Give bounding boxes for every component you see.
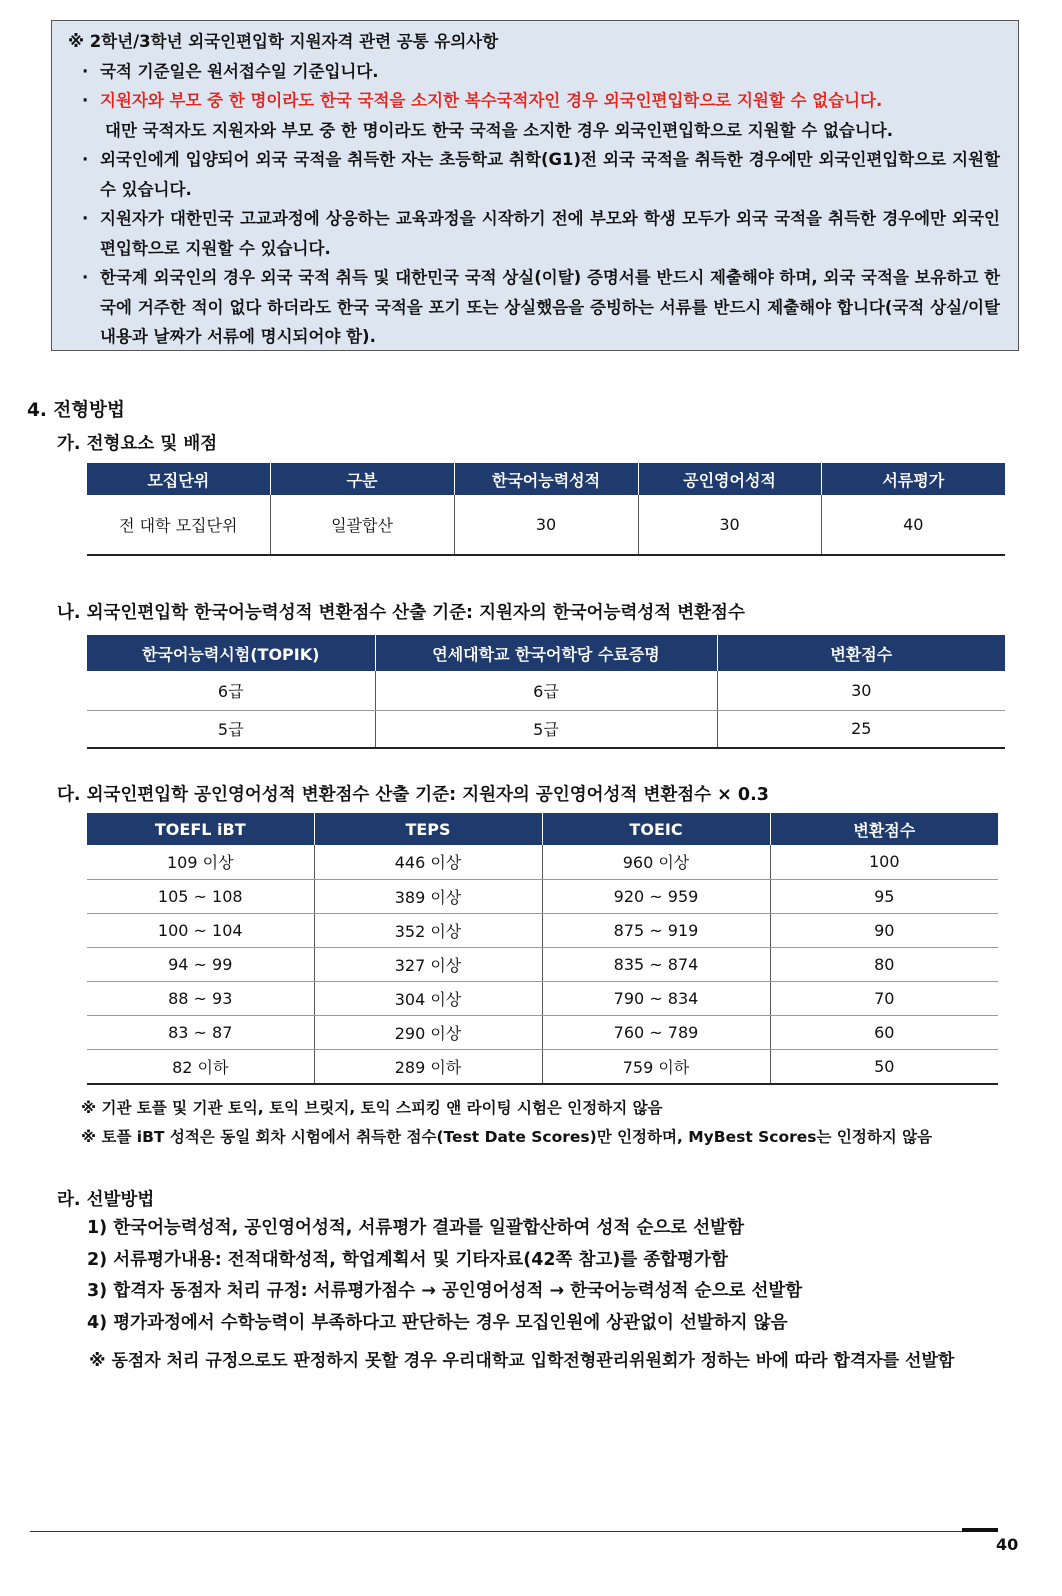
table-header-cell: 공인영어성적 — [638, 463, 821, 495]
subsection-heading-na: 나. 외국인편입학 한국어능력성적 변환점수 산출 기준: 지원자의 한국어능력성적 변환점수 — [57, 603, 745, 623]
subsection-heading-da: 다. 외국인편입학 공인영어성적 변환점수 산출 기준: 지원자의 공인영어성적 변환점수 × 0.3 — [57, 785, 769, 805]
tiebreak-note: ※ 동점자 처리 규정으로도 판정하지 못할 경우 우리대학교 입학전형관리위원회가 정하는 바에 따라 합격자를 선발함 — [89, 1351, 955, 1371]
table-cell: 60 — [770, 1015, 998, 1049]
table-cell: 304 이상 — [314, 981, 542, 1015]
notice-text: 지원자가 대한민국 고교과정에 상응하는 교육과정을 시작하기 전에 부모와 학생 모두가 외국 국적을 취득한 경우에만 외국인편입학으로 지원할 수 있습니다. — [100, 209, 1000, 258]
table-header-cell: 구분 — [270, 463, 454, 495]
notice-text: 외국인에게 입양되어 외국 국적을 취득한 자는 초등학교 취학(G1)전 외국 국적을 취득한 경우에만 외국인편입학으로 지원할 수 있습니다. — [100, 150, 1000, 199]
notice-item — [66, 57, 1000, 87]
table-cell: 25 — [717, 710, 1005, 748]
table-header-row — [87, 463, 1005, 495]
table-row — [87, 981, 998, 1015]
page-number: 40 — [996, 1535, 1019, 1554]
table-cell: 760 ~ 789 — [542, 1015, 770, 1049]
table-cell: 5급 — [375, 710, 717, 748]
table-header-cell: 모집단위 — [87, 463, 270, 495]
table-row — [87, 913, 998, 947]
table-row — [87, 845, 998, 879]
table-header-cell: 서류평가 — [821, 463, 1005, 495]
notice-item — [66, 86, 1000, 145]
table-row — [87, 1015, 998, 1049]
table-header-cell: 변환점수 — [717, 635, 1005, 671]
list-item: 3) 합격자 동점자 처리 규정: 서류평가점수 → 공인영어성적 → 한국어능력성적 순으로 선발함 — [87, 1281, 803, 1301]
notice-item — [66, 145, 1000, 204]
table-cell: 82 이하 — [87, 1049, 314, 1084]
table-cell: 88 ~ 93 — [87, 981, 314, 1015]
subsection-heading-ra: 라. 선발방법 — [57, 1190, 155, 1210]
bullet-dot: · — [82, 150, 89, 169]
table-header-cell: TOEIC — [542, 813, 770, 845]
table-cell: 40 — [821, 495, 1005, 555]
table-header-cell: TEPS — [314, 813, 542, 845]
table-row — [87, 947, 998, 981]
subsection-heading-ga: 가. 전형요소 및 배점 — [57, 434, 218, 454]
selection-method-list — [87, 1213, 802, 1339]
section-heading: 4. 전형방법 — [27, 400, 125, 421]
table-header-cell: 연세대학교 한국어학당 수료증명 — [375, 635, 717, 671]
table-header-cell: 한국어능력시험(TOPIK) — [87, 635, 375, 671]
table-row — [87, 1049, 998, 1084]
table-header-row — [87, 635, 1005, 671]
table-cell: 446 이상 — [314, 845, 542, 879]
table-cell: 83 ~ 87 — [87, 1015, 314, 1049]
table-cell: 100 ~ 104 — [87, 913, 314, 947]
table-header-row — [87, 813, 998, 845]
table-cell: 327 이상 — [314, 947, 542, 981]
table-cell: 5급 — [87, 710, 375, 748]
table-cell: 759 이하 — [542, 1049, 770, 1084]
bullet-dot: · — [82, 268, 89, 287]
table-row — [87, 671, 1005, 710]
table-row — [87, 710, 1005, 748]
table-cell: 90 — [770, 913, 998, 947]
list-item: 4) 평가과정에서 수학능력이 부족하다고 판단하는 경우 모집인원에 상관없이 선발하지 않음 — [87, 1312, 788, 1333]
table-cell: 70 — [770, 981, 998, 1015]
selection-weights-table — [87, 463, 1005, 556]
table-cell: 960 이상 — [542, 845, 770, 879]
table-cell: 94 ~ 99 — [87, 947, 314, 981]
notice-text: 한국계 외국인의 경우 외국 국적 취득 및 대한민국 국적 상실(이탈) 증명서를 반드시 제출해야 하며, 외국 국적을 보유하고 한국에 거주한 적이 없다 하더라도 한국 국적을 포기 또는 상실했음을 증빙하는 서류를 반드시 제출해야 합니다(국적 상실/이탈 내용과 날짜가 서류에 명시되어야 함). — [100, 268, 1001, 346]
table-cell: 835 ~ 874 — [542, 947, 770, 981]
table-header-cell: 변환점수 — [770, 813, 998, 845]
table-cell: 일괄합산 — [270, 495, 454, 555]
notice-box — [51, 20, 1019, 351]
english-score-table — [87, 813, 998, 1085]
notice-title: ※ 2학년/3학년 외국인편입학 지원자격 관련 공통 유의사항 — [68, 32, 499, 51]
notice-item — [66, 204, 1000, 263]
notice-text: 대만 국적자도 지원자와 부모 중 한 명이라도 한국 국적을 소지한 경우 외국인편입학으로 지원할 수 없습니다. — [105, 120, 894, 140]
table-cell: 95 — [770, 879, 998, 913]
table-cell: 30 — [454, 495, 638, 555]
table-cell: 352 이상 — [314, 913, 542, 947]
bullet-dot: · — [82, 91, 89, 110]
table-cell: 289 이하 — [314, 1049, 542, 1084]
table-row — [87, 495, 1005, 555]
table-cell: 30 — [638, 495, 821, 555]
table-header-cell: TOEFL iBT — [87, 813, 314, 845]
note-line: ※ 기관 토플 및 기관 토익, 토익 브릿지, 토익 스피킹 앤 라이팅 시험은 인정하지 않음 — [81, 1099, 663, 1117]
note-line: ※ 토플 iBT 성적은 동일 회차 시험에서 취득한 점수(Test Date Scores)만 인정하며, MyBest Scores는 인정하지 않음 — [81, 1128, 933, 1146]
notice-text-red: 지원자와 부모 중 한 명이라도 한국 국적을 소지한 복수국적자인 경우 외국인편입학으로 지원할 수 없습니다. — [100, 91, 883, 110]
table-cell: 790 ~ 834 — [542, 981, 770, 1015]
notice-text: 국적 기준일은 원서접수일 기준입니다. — [100, 61, 379, 81]
table-cell: 105 ~ 108 — [87, 879, 314, 913]
table-cell: 920 ~ 959 — [542, 879, 770, 913]
table-row — [87, 879, 998, 913]
table-header-cell: 한국어능력성적 — [454, 463, 638, 495]
table-cell: 30 — [717, 671, 1005, 710]
table-cell: 109 이상 — [87, 845, 314, 879]
table-cell: 6급 — [87, 671, 375, 710]
table-cell: 50 — [770, 1049, 998, 1084]
table-cell: 6급 — [375, 671, 717, 710]
table-cell: 389 이상 — [314, 879, 542, 913]
footer-accent-bar — [962, 1528, 998, 1532]
notice-item — [66, 263, 1000, 352]
table-cell: 875 ~ 919 — [542, 913, 770, 947]
table-cell: 290 이상 — [314, 1015, 542, 1049]
table-cell: 100 — [770, 845, 998, 879]
list-item: 1) 한국어능력성적, 공인영어성적, 서류평가 결과를 일괄합산하여 성적 순으로 선발함 — [87, 1218, 744, 1238]
english-notes — [81, 1094, 932, 1152]
korean-score-table — [87, 635, 1005, 749]
table-cell: 80 — [770, 947, 998, 981]
footer-divider — [30, 1531, 998, 1532]
list-item: 2) 서류평가내용: 전적대학성적, 학업계획서 및 기타자료(42쪽 참고)를 종합평가함 — [87, 1249, 728, 1270]
table-cell: 전 대학 모집단위 — [87, 495, 270, 555]
bullet-dot: · — [82, 209, 89, 228]
bullet-dot: · — [82, 61, 89, 81]
